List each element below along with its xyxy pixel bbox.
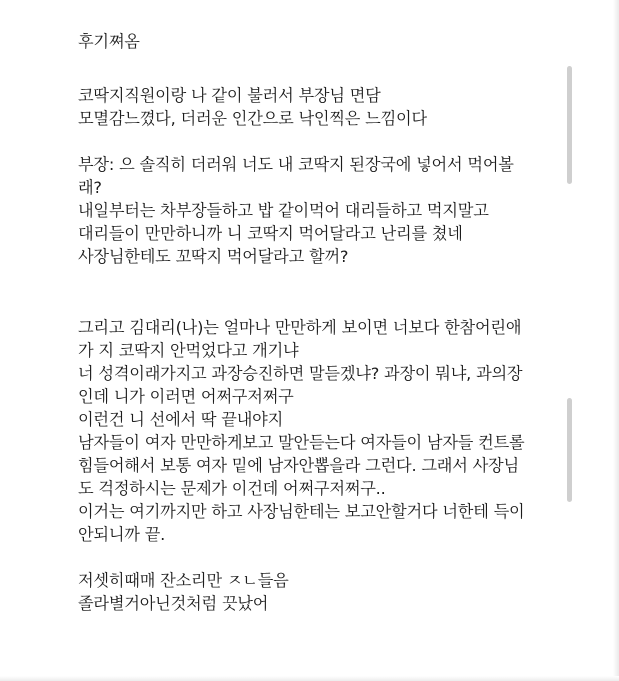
text-line: 코딱지직원이랑 나 같이 불러서 부장님 면담 xyxy=(78,86,381,105)
text-line: 이런건 니 선에서 딱 끝내야지 xyxy=(78,410,284,429)
text-line: 저셋히때매 잔소리만 ㅈㄴ들음 xyxy=(78,571,289,590)
text-line: 가 지 코딱지 안먹었다고 개기냐 xyxy=(78,341,299,360)
window-edge-bottom xyxy=(0,676,619,681)
text-line: 졸라별거아닌것처럼 끗났어 xyxy=(78,594,269,613)
text-line: 부장: 으 솔직히 더러워 너도 내 코딱지 된장국에 넣어서 먹어볼 xyxy=(78,155,514,174)
text-line: 래? xyxy=(78,178,102,197)
window-edge-right xyxy=(613,0,619,681)
text-line: 대리들이 만만하니까 니 코딱지 먹어달라고 난리를 쳤네 xyxy=(78,224,463,243)
text-line: 그리고 김대리(나)는 얼마나 만만하게 보이면 너보다 한참어린애 xyxy=(78,318,522,337)
text-line: 사장님한테도 꼬딱지 먹어달라고 할꺼? xyxy=(78,247,349,266)
text-line: 내일부터는 차부장들하고 밥 같이먹어 대리들하고 먹지말고 xyxy=(78,201,489,220)
paragraph-conclusion xyxy=(78,569,598,615)
text-line: 너 성격이래가지고 과장승진하면 말듣겠냐? 과장이 뭐냐, 과의장 xyxy=(78,364,523,383)
text-line: 도 걱정하시는 문제가 이건데 어쩌구저쩌구.. xyxy=(78,479,386,498)
text-line: 남자들이 여자 만만하게보고 말안듣는다 여자들이 남자들 컨트롤 xyxy=(78,433,525,452)
text-line: 모멸감느꼈다, 더러운 인간으로 낙인찍은 느낌이다 xyxy=(78,109,427,128)
paragraph-meeting xyxy=(78,84,598,130)
scrollbar-thumb[interactable] xyxy=(567,398,572,502)
post-title: 후기쪄옴 xyxy=(78,32,140,51)
text-line: 이거는 여기까지만 하고 사장님한테는 보고안할거다 너한테 득이 xyxy=(78,502,525,521)
paragraph-manager-lecture xyxy=(78,316,598,546)
post-body xyxy=(78,30,598,638)
text-line: 힘들어해서 보통 여자 밑에 남자안뽑을라 그런다. 그래서 사장님 xyxy=(78,456,519,475)
scrollbar-thumb[interactable] xyxy=(567,66,572,184)
text-line: 안되니까 끝. xyxy=(78,525,166,544)
paragraph-manager-quote xyxy=(78,153,598,268)
text-line: 인데 니가 이러면 어쩌구저쩌구 xyxy=(78,387,294,406)
